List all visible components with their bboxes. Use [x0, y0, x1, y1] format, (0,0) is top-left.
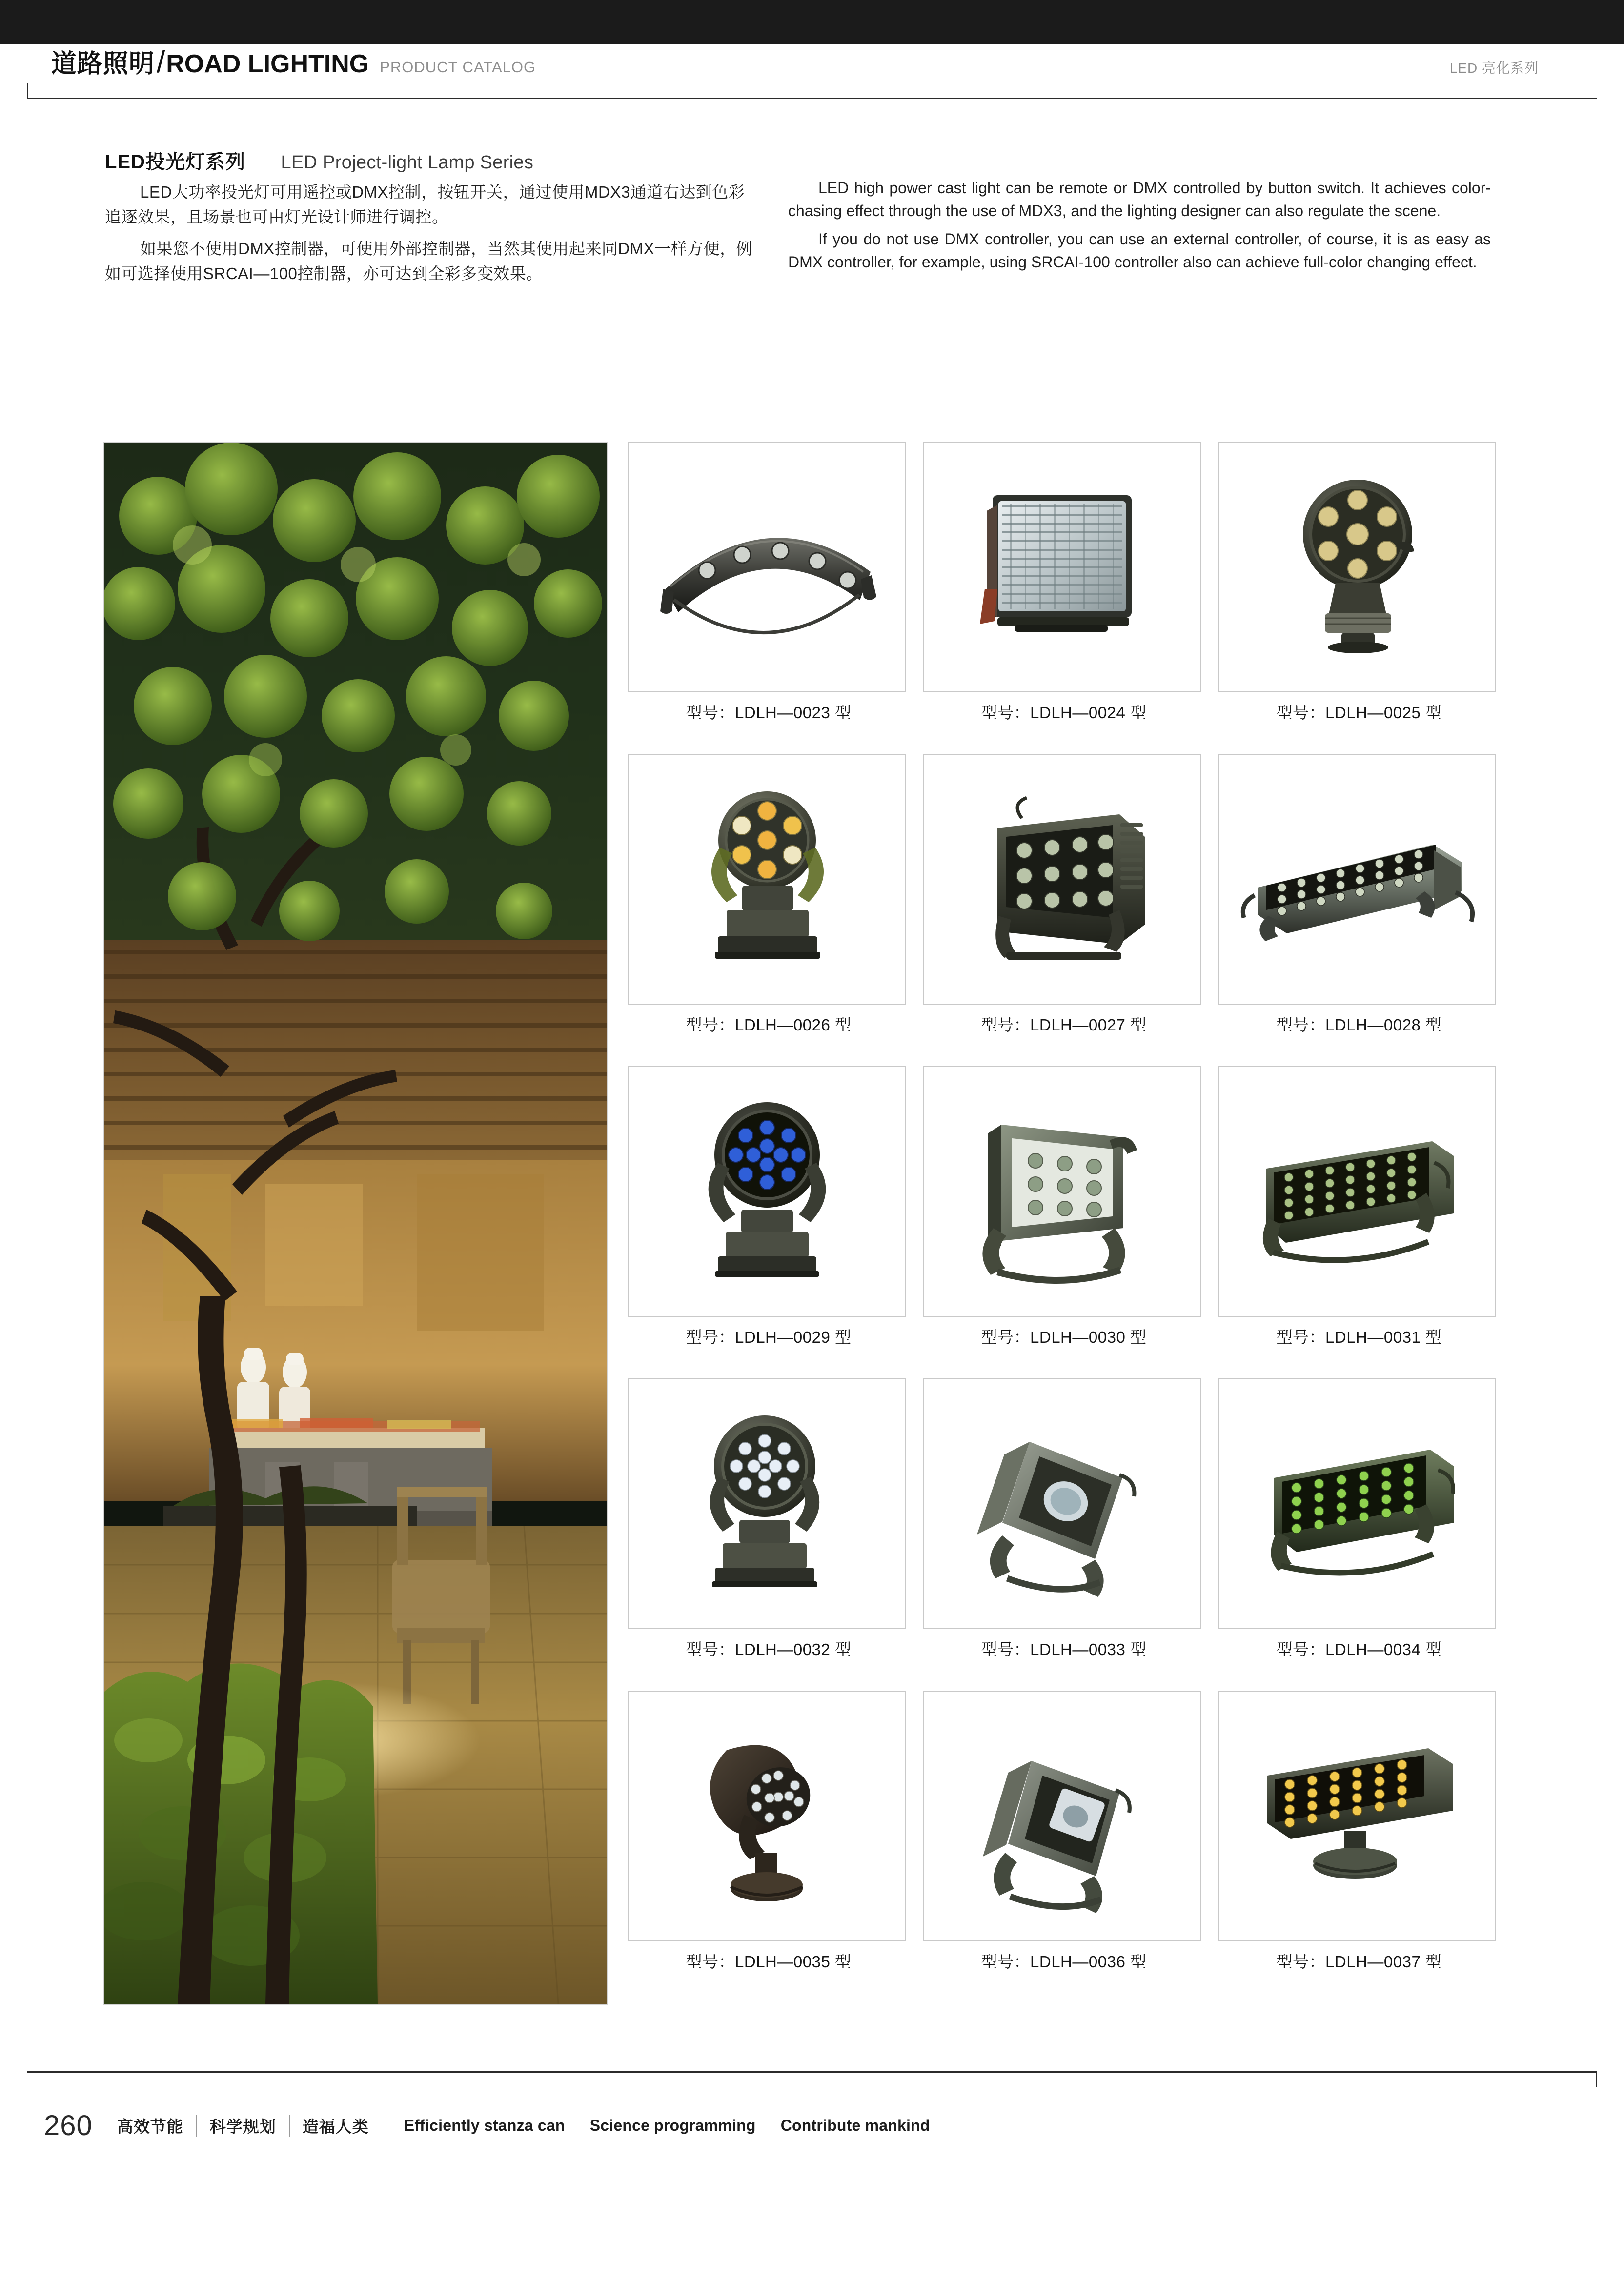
product-cell[interactable]	[622, 1691, 915, 2003]
product-cell[interactable]	[622, 1066, 915, 1378]
header-subtitle: PRODUCT CATALOG	[380, 59, 536, 76]
header-title-cn: 道路照明	[51, 50, 155, 78]
product-cell[interactable]	[1213, 1378, 1505, 1691]
lamp-illustration-0027	[924, 755, 1200, 1004]
lamp-illustration-0026	[629, 755, 905, 1004]
product-image-frame	[923, 1066, 1201, 1317]
product-cell[interactable]	[1213, 754, 1505, 1066]
lamp-illustration-0029	[629, 1067, 905, 1316]
product-cell[interactable]	[917, 1066, 1210, 1378]
intro-en-paragraph-1: LED high power cast light can be remote or DMX controlled by button switch. It achieves color-chasing effect through the use of MDX3, and the lighting designer can also regulate the scene.	[788, 179, 1491, 220]
footer-slogan-en-2: Science programming	[589, 2117, 756, 2134]
footer-slogan-en-3: Contribute mankind	[780, 2117, 930, 2134]
page-footer	[0, 2071, 1624, 2188]
main-content	[0, 442, 1624, 2018]
product-image-frame	[1218, 754, 1496, 1005]
product-caption: 型号：LDLH—0035 型	[686, 1953, 852, 1971]
lamp-illustration-0033	[924, 1379, 1200, 1628]
product-image-frame	[1218, 1066, 1496, 1317]
hero-photo	[103, 442, 608, 2005]
intro-cn-paragraph-1: LED大功率投光灯可用遥控或DMX控制，按钮开关，通过使用MDX3通道右达到色彩追逐效果，且场景也可由灯光设计师进行调控。	[105, 183, 745, 226]
product-image-frame	[628, 1691, 906, 1941]
product-caption: 型号：LDLH—0026 型	[686, 1016, 852, 1034]
product-caption: 型号：LDLH—0033 型	[981, 1640, 1147, 1658]
footer-slogan-en	[404, 2117, 951, 2135]
product-cell[interactable]	[917, 1378, 1210, 1691]
product-cell[interactable]	[917, 754, 1210, 1066]
footer-content	[44, 2109, 951, 2142]
product-image-frame	[628, 754, 906, 1005]
intro-heading-en: LED Project-light Lamp Series	[281, 152, 534, 173]
header-divider-tick	[27, 83, 28, 99]
header-title-en: ROAD LIGHTING	[166, 50, 369, 78]
product-caption: 型号：LDLH—0032 型	[686, 1640, 852, 1658]
product-caption: 型号：LDLH—0029 型	[686, 1328, 852, 1346]
product-cell[interactable]	[1213, 1691, 1505, 2003]
intro-heading-cn: LED投光灯系列	[105, 151, 245, 173]
product-image-frame	[923, 1691, 1201, 1941]
footer-slogan-cn-2: 科学规划	[209, 2118, 276, 2136]
product-image-frame	[1218, 1378, 1496, 1629]
product-caption: 型号：LDLH—0036 型	[981, 1953, 1147, 1971]
footer-slogan-cn-1: 高效节能	[117, 2118, 183, 2136]
header-title	[51, 43, 536, 80]
footer-slogan-cn-3: 造福人类	[302, 2118, 369, 2136]
product-caption: 型号：LDLH—0023 型	[686, 704, 852, 722]
lamp-illustration-0025	[1219, 443, 1495, 691]
product-cell[interactable]	[917, 442, 1210, 754]
lamp-illustration-0024	[924, 443, 1200, 691]
hero-photo-illustration	[104, 443, 607, 2004]
lamp-illustration-0036	[924, 1692, 1200, 1940]
intro-text-english	[788, 177, 1491, 279]
page-header	[0, 0, 1624, 105]
footer-slogan-en-1: Efficiently stanza can	[404, 2117, 565, 2134]
intro-heading	[105, 146, 533, 174]
product-cell[interactable]	[1213, 442, 1505, 754]
product-image-frame	[923, 754, 1201, 1005]
header-divider	[27, 98, 1597, 99]
product-caption: 型号：LDLH—0027 型	[981, 1016, 1147, 1034]
product-image-frame	[923, 1378, 1201, 1629]
header-black-bar	[0, 0, 1624, 44]
lamp-illustration-0031	[1219, 1067, 1495, 1316]
footer-divider-tick	[1596, 2071, 1597, 2087]
product-image-frame	[628, 1378, 906, 1629]
product-caption: 型号：LDLH—0034 型	[1276, 1640, 1442, 1658]
page-number: 260	[44, 2110, 93, 2141]
product-caption: 型号：LDLH—0024 型	[981, 704, 1147, 722]
product-cell[interactable]	[917, 1691, 1210, 2003]
lamp-illustration-0028	[1219, 755, 1495, 1004]
lamp-illustration-0023	[629, 443, 905, 691]
intro-cn-paragraph-2: 如果您不使用DMX控制器，可使用外部控制器，当然其使用起来同DMX一样方便，例如可选择使用SRCAI—100控制器，亦可达到全彩多变效果。	[105, 240, 753, 283]
product-image-frame	[1218, 442, 1496, 692]
intro-text-chinese	[105, 180, 759, 293]
product-image-frame	[1218, 1691, 1496, 1941]
lamp-illustration-0032	[629, 1379, 905, 1628]
lamp-illustration-0035	[629, 1692, 905, 1940]
product-image-frame	[628, 1066, 906, 1317]
product-cell[interactable]	[1213, 1066, 1505, 1378]
product-caption: 型号：LDLH—0028 型	[1276, 1016, 1442, 1034]
product-image-frame	[923, 442, 1201, 692]
lamp-illustration-0034	[1219, 1379, 1495, 1628]
product-grid	[622, 442, 1505, 2003]
lamp-illustration-0030	[924, 1067, 1200, 1316]
product-caption: 型号：LDLH—0037 型	[1276, 1953, 1442, 1971]
product-cell[interactable]	[622, 442, 915, 754]
header-series-label: LED 亮化系列	[1449, 61, 1539, 76]
footer-divider	[27, 2071, 1597, 2073]
intro-en-paragraph-2: If you do not use DMX controller, you can use an external controller, of course, it is as easy as DMX controller, for example, using SRCAI-100 controller also can achieve full-color changing effect.	[788, 230, 1491, 271]
product-cell[interactable]	[622, 754, 915, 1066]
product-caption: 型号：LDLH—0031 型	[1276, 1328, 1442, 1346]
header-title-slash: /	[157, 45, 165, 79]
product-caption: 型号：LDLH—0030 型	[981, 1328, 1147, 1346]
product-image-frame	[628, 442, 906, 692]
product-caption: 型号：LDLH—0025 型	[1276, 704, 1442, 722]
lamp-illustration-0037	[1219, 1692, 1495, 1940]
product-cell[interactable]	[622, 1378, 915, 1691]
